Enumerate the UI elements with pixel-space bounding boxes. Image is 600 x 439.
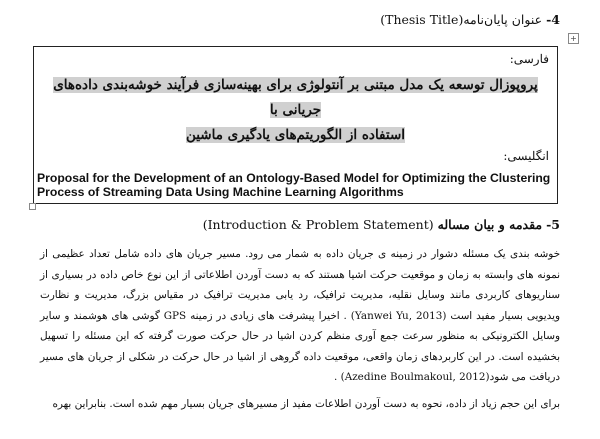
farsi-title-line-2: استفاده از الگوریتم‌های یادگیری ماشین [185, 127, 406, 143]
farsi-title-line-1: پروپوزال توسعه یک مدل مبتنی بر آنتولوژی برای بهینه‌سازی فرآیند خوشه‌بندی داده‌های جریانی با [53, 77, 538, 118]
farsi-label: فارسی: [509, 52, 549, 66]
section-5-title-en: (Introduction & Problem Statement) [202, 217, 434, 232]
farsi-thesis-title [38, 73, 553, 148]
section-4-number: 4- [546, 12, 560, 27]
english-thesis-title: Proposal for the Development of an Ontology-Based Model for Optimizing the Clustering Process of Streaming Data Using Machine Learning Algorithms [37, 171, 551, 199]
table-move-handle-icon[interactable]: + [568, 33, 579, 44]
section-4-title-en: (Thesis Title) [380, 12, 464, 27]
table-resize-handle[interactable] [29, 203, 36, 210]
section-4-title-fa: عنوان پایان‌نامه [463, 12, 543, 27]
introduction-body [40, 244, 560, 414]
section-5-number: 5- [546, 217, 560, 232]
english-label: انگلیسی: [503, 149, 549, 163]
paragraph-1: خوشه بندی یک مسئله دشوار در زمینه ی جریان داده به شمار می رود. مسیر جریان های داده شامل تعداد عظیمی از نمونه های وابسته به زمان و موقعیت حرکت اشیا هستند که به دست آوردن اطلاعاتی از این نوع خاص داده در بسیاری از سناریوهای کاربردی مانند وسایل نقلیه، مدیریت ترافیک، رد یابی مدیریت ترافیک در مقیاس بزرگ، مدیریت و نظارت ویدیویی بسیار مفید است (Yanwei Yu, 2013) . اخیرا پیشرفت های زیادی در زمینه GPS گوشی های هوشمند و سایر وسایل الکترونیکی به منظور سرعت جمع آوری منظم کردن اشیا در حال حرکت صورت گرفته که این مسئله را تسهیل بخشیده است. در این کاربردهای زمان واقعی، موقعیت داده گروهی از اشیا در حال حرکت در شکلی از جریان های مسیر دریافت می شود(Azedine Boulmakoul, 2012) . [40, 248, 560, 383]
paragraph-2: برای این حجم زیاد از داده، نحوه به دست آوردن اطلاعات مفید از مسیرهای جریان بسیار مهم شده است. بنابراین بهره [52, 397, 560, 410]
section-4-heading [40, 12, 560, 28]
section-5-heading [40, 217, 560, 233]
section-5-title-fa: مقدمه و بیان مساله [437, 217, 543, 232]
thesis-title-table [33, 46, 558, 204]
